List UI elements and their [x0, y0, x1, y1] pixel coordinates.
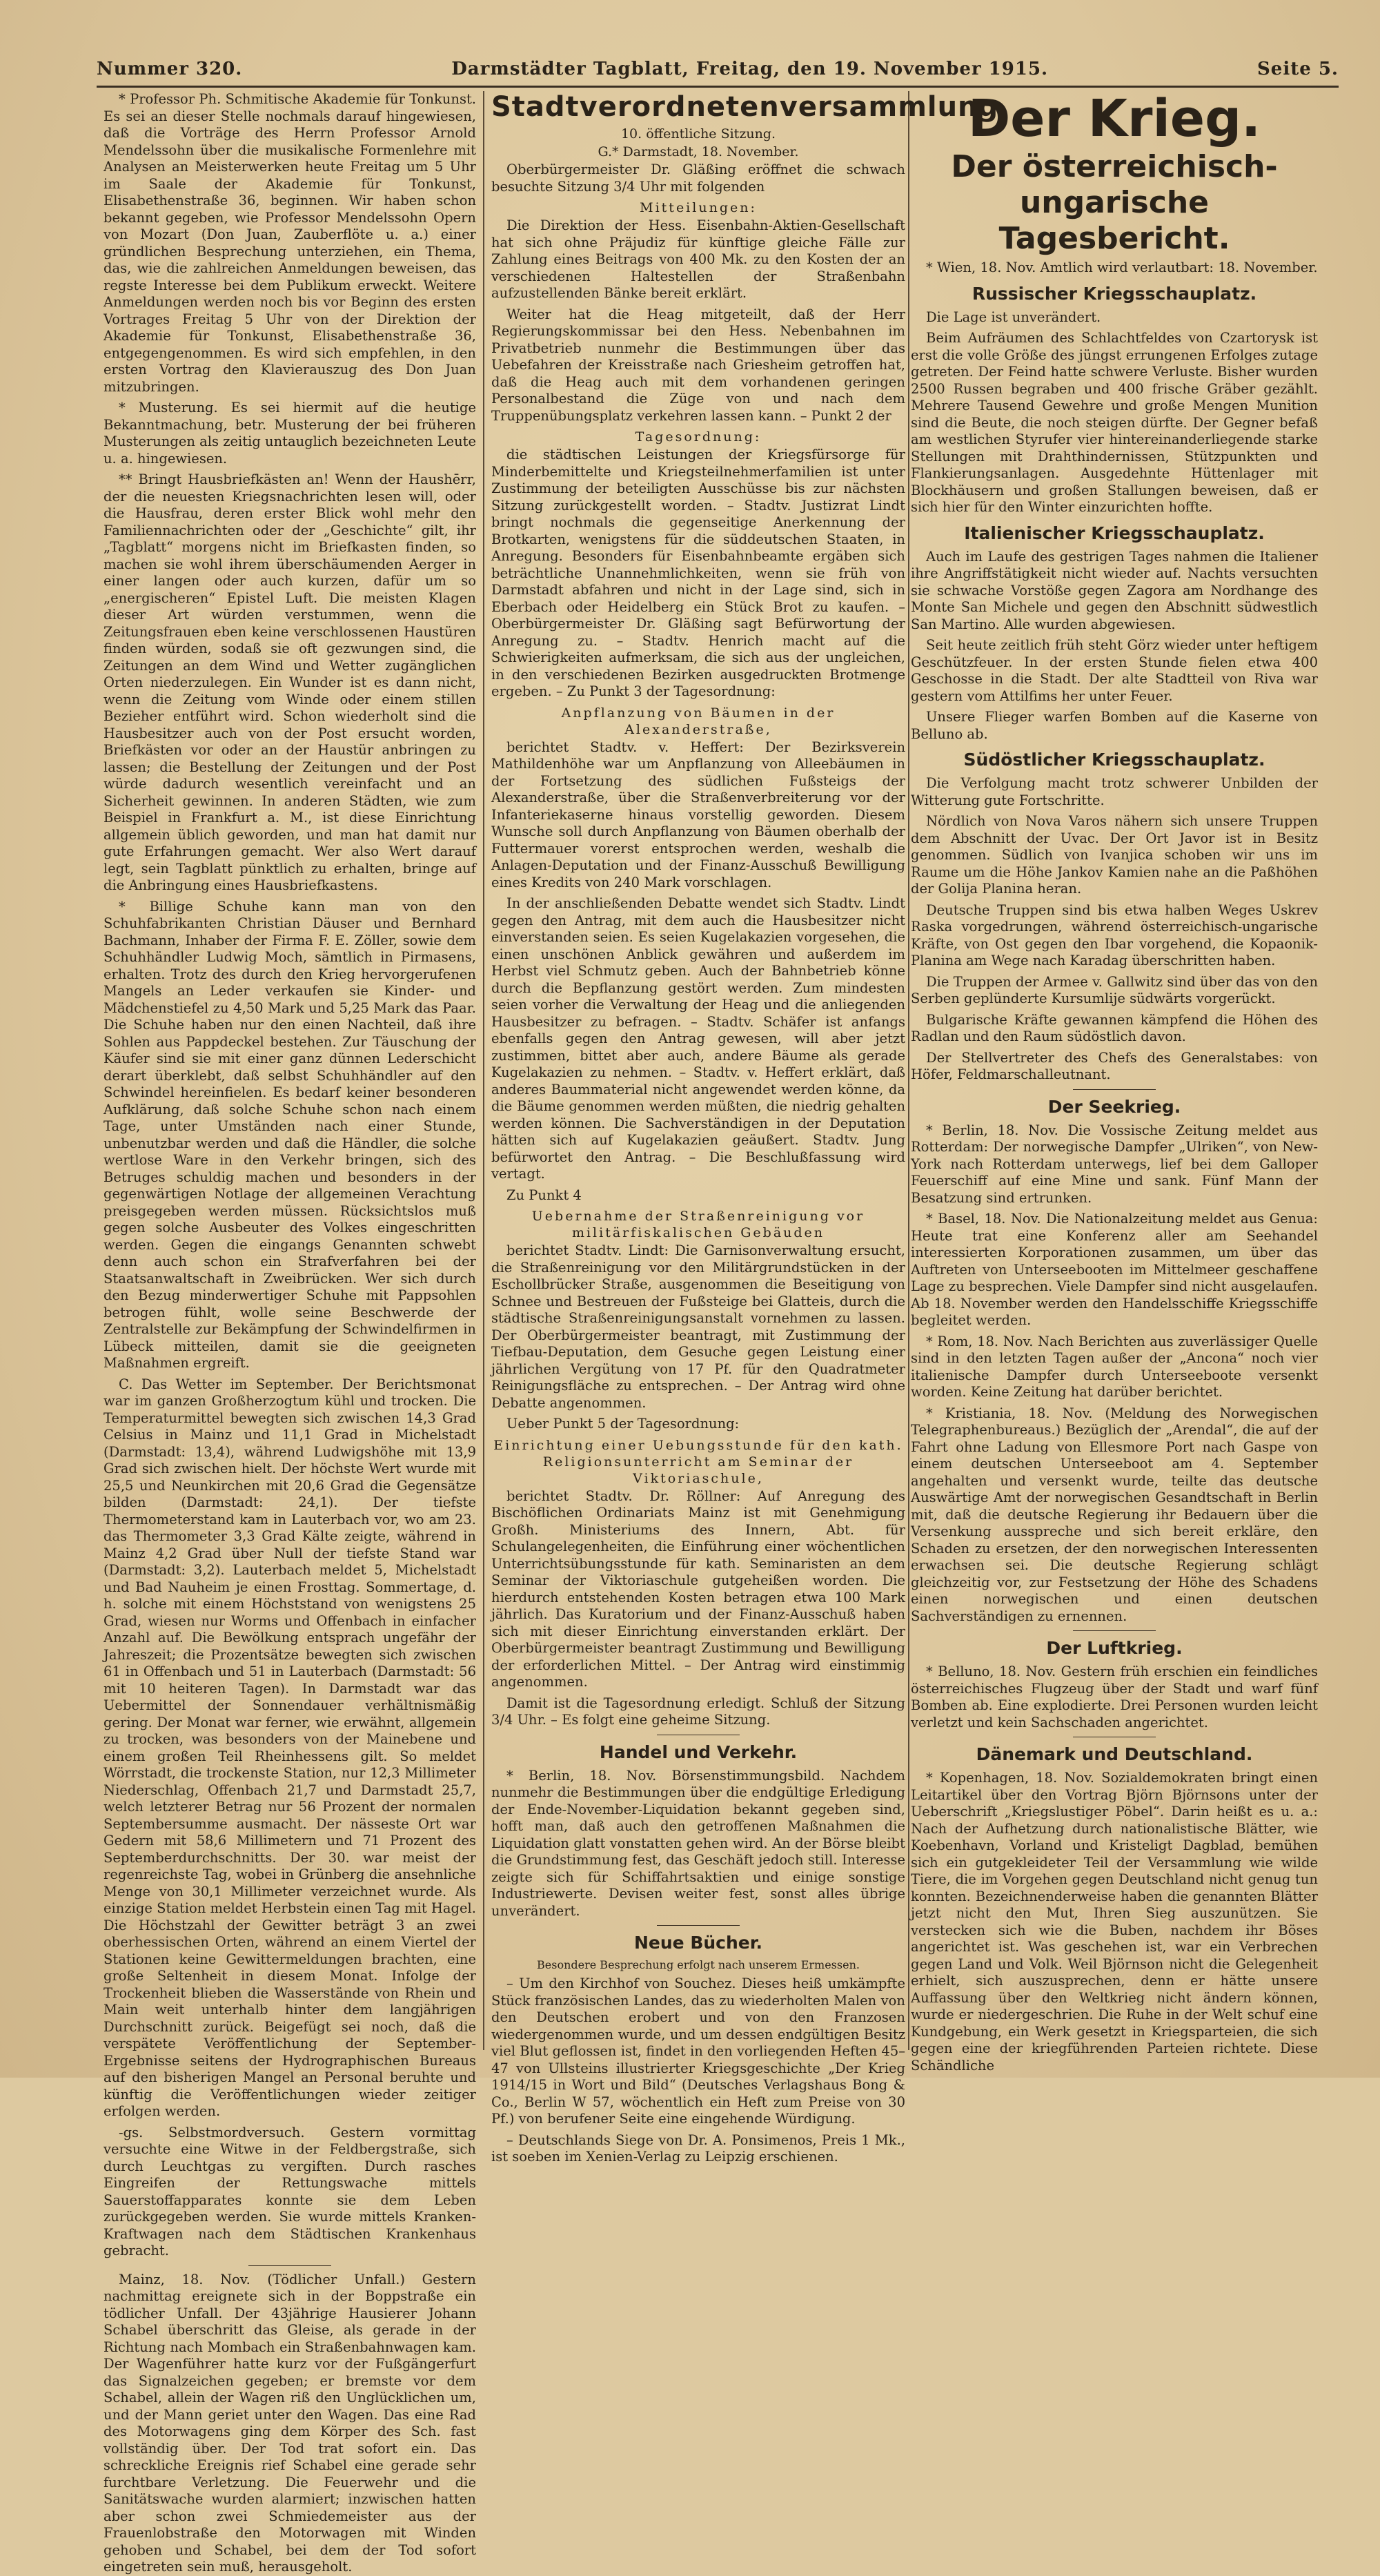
column-divider-1 — [483, 91, 484, 2050]
section-title-krieg: Der Krieg. — [967, 89, 1261, 148]
paragraph: Auch im Laufe des gestrigen Tages nahmen die Italiener ihre Angriffstätigkeit nicht wieder auf. Nachts versuchten sie schwache Vorstöße gegen Zagora am Nordhange des Monte San Michele und gegen den Abschnitt südwestlich San Martino. Alle wurden abgewiesen. — [911, 548, 1318, 632]
paragraph: berichtet Stadtv. v. Heffert: Der Bezirksverein Mathildenhöhe war um Anpflanzung von Alleebäumen in der Fortsetzung des südlichen Fußsteigs der Alexanderstraße, über die Straßenverbreiterung vor der Infanteriekaserne hinaus vorstellig geworden. Diesem Wunsche soll durch Anpflanzung von Bäumen oberhalb der Futtermauer vorerst entsprochen werden, weshalb die Anlagen-Deputation und der Finanz-Ausschuß Bewilligung eines Kredits von 240 Mark vorschlagen. — [491, 739, 905, 890]
paragraph: Oberbürgermeister Dr. Gläßing eröffnet die schwach besuchte Sitzung 3/4 Uhr mit folgenden — [491, 162, 905, 195]
subhead-mitteilungen: Mitteilungen: — [640, 200, 757, 215]
article-selbstmordversuch: -gs. Selbstmordversuch. Gestern vormittag versuchte eine Witwe in der Feldbergstraße, sich durch Leuchtgas zu vergiften. Durch rasches Eingreifen der Rettungswache mittels Sauerstoffapparates konnte sie dem Leben zurückgegeben werden. Sie wurde mittels Kranken-Kraftwagen nach dem Städtischen Krankenhaus gebracht. — [103, 2124, 476, 2258]
column-divider-2 — [908, 91, 909, 2050]
subhead-anpflanzung: Anpflanzung von Bäumen in der Alexanderstraße, — [561, 705, 836, 737]
paragraph: Seit heute zeitlich früh steht Görz wieder unter heftigem Geschützfeuer. In der ersten Stunde fielen etwa 400 Geschosse in die Stadt. Der alte Stadtteil von Riva war gestern vom Attilfims her unter Feuer. — [911, 637, 1318, 704]
subhead-seekrieg: Der Seekrieg. — [1047, 1096, 1181, 1117]
divider — [248, 2265, 331, 2266]
paragraph: Weiter hat die Heag mitgeteilt, daß der Herr Regierungskommissar bei den Hess. Nebenbahnen im Privatbetrieb nunmehr die Bestimmungen über das Uebefahren der Kreisstraße nach Griesheim getroffen hat, daß die Heag auch mit dem vorhandenen geringen Personalbestand die Züge von und nach dem Truppenübungsplatz verkehren lassen kann. – Punkt 2 der — [491, 306, 905, 424]
subhead-uebungsstunde: Einrichtung einer Uebungsstunde für den kath. Religionsunterricht am Seminar der Viktoriaschule, — [493, 1437, 903, 1486]
article-hausbriefkaesten: ** Bringt Hausbriefkästen an! Wenn der Haushērr, der die neuesten Kriegsnachrichten lesen will, oder die Hausfrau, deren erster Blick wohl mehr den Familiennachrichten oder der „Geschichte“ gilt, ihr „Tagblatt“ morgens nicht im Briefkasten finden, so machen sie wohl ihrem überschäumenden Aerger in einer langen oder auch kurzen, dafür um so „energischeren“ Epistel Luft. Die meisten Klagen dieser Art würden verstummen, wenn die Zeitungsfrauen eben keine verschlossenen Haustüren finden würden, sodaß sie oft gezwungen sind, die Zeitungen an dem Wind und Wetter zugänglichen Orten niederzulegen. Ein Wunder ist es dann nicht, wenn die Zeitung vom Winde oder einem stillen Bezieher entführt wird. Schon wiederholt sind die Hausbesitzer auch von der Post ersucht worden, Briefkästen vor oder an der Haustür anbringen zu lassen; die Bestellung der Zeitungen und der Post würde dadurch wesentlich vereinfacht und an Sicherheit gewinnen. In anderen Städten, wie zum Beispiel in Frankfurt a. M., ist diese Einrichtung allgemein üblich geworden, und man hat damit nur gute Erfahrungen gemacht. Wer also Wert darauf legt, sein Tagblatt pünktlich zu erhalten, bringe auf die Anbringung eines Hausbriefkastens. — [103, 471, 476, 893]
subhead-daenemark: Dänemark und Deutschland. — [976, 1744, 1253, 1764]
subhead-tagesordnung: Tagesordnung: — [635, 429, 762, 445]
dateline: G.* Darmstadt, 18. November. — [598, 144, 799, 159]
header-rule — [97, 86, 1339, 88]
page-header — [97, 55, 1339, 83]
article-musterung: * Musterung. Es sei hiermit auf die heutige Bekanntmachung, betr. Musterung der bei früheren Musterungen als zeitig untauglich bezeichneten Leute u. a. hingewiesen. — [103, 400, 476, 467]
paragraph: berichtet Stadtv. Lindt: Die Garnisonverwaltung ersucht, die Straßenreinigung vor den Militärgrundstücken in der Eschollbrücker Straße, ausgenommen die Beseitigung von Schnee und Bestreuen der Fußsteige bei Glatteis, durch die städtische Straßenreinigungsanstalt vornehmen zu lassen. Der Oberbürgermeister beantragt, mit Zustimmung der Tiefbau-Deputation, dem Gesuche gegen Leistung einer jährlichen Vergütung von 17 Pf. für den Quadratmeter Reinigungsfläche zu entsprechen. – Der Antrag wird ohne Debatte angenommen. — [491, 1242, 905, 1411]
section-title-buecher: Neue Bücher. — [633, 1933, 763, 1953]
subhead-russisch: Russischer Kriegsschauplatz. — [972, 283, 1257, 304]
buecher-note: Besondere Besprechung erfolgt nach unserem Ermessen. — [537, 1958, 860, 1971]
section-title-handel: Handel und Verkehr. — [599, 1741, 798, 1762]
column-middle — [491, 91, 1010, 2165]
divider — [1073, 1630, 1156, 1631]
paragraph: Die Verfolgung macht trotz schwerer Unbilden der Witterung gute Fortschritte. — [911, 775, 1318, 808]
page-number: Seite 5. — [1257, 59, 1339, 79]
paragraph: * Kristiania, 18. Nov. (Meldung des Norwegischen Telegraphenbureaus.) Bezüglich der „Arendal“, die auf der Fahrt ohne Ladung von Ellesmore Port nach Gaspe von einem deutschen Unterseeboot am 4. September angehalten und versenkt wurde, teilte das deutsche Auswärtige Amt der norwegischen Gesandtschaft in Berlin mit, daß die deutsche Regierung ihr Bedauern über die Versenkung ausspreche und sich bereit erkläre, den Schaden zu ersetzen, der den norwegischen Interessenten erwachsen sei. Die deutsche Regierung schlägt gleichzeitig vor, zur Festsetzung der Höhe des Schadens einen norwegischen und einen deutschen Sachverständigen zu ernennen. — [911, 1405, 1318, 1624]
session-number: 10. öffentliche Sitzung. — [620, 126, 776, 142]
paragraph: – Um den Kirchhof von Souchez. Dieses heiß umkämpfte Stück französischen Landes, das zu wiederholten Malen von den Deutschen erobert und von den Franzosen wiedergenommen wurde, und um dessen endgültigen Besitz viel Blut geflossen ist, findet in den vorliegenden Heften 45–47 von Ullsteins illustrierter Kriegsgeschichte „Der Krieg 1914/15 in Wort und Bild“ (Deutsches Verlagshaus Bong & Co., Berlin W 57, wöchentlich ein Heft zum Preise von 30 Pf.) von berufener Seite eine eingehende Würdigung. — [491, 1975, 905, 2127]
paragraph: * Basel, 18. Nov. Die Nationalzeitung meldet aus Genua: Heute trat eine Konferenz aller am Seehandel interessierten Korporationen zusammen, um über das Auftreten von Unterseebooten im Mittelmeer geschaffene Lage zu besprechen. Viele Dampfer sind nicht ausgelaufen. Ab 18. November werden den Handelsschiffe Kriegsschiffe begleitet werden. — [911, 1211, 1318, 1328]
subhead-suedoestlich: Südöstlicher Kriegsschauplatz. — [963, 750, 1265, 770]
paragraph: Die Direktion der Hess. Eisenbahn-Aktien-Gesellschaft hat sich ohne Präjudiz für künftige gleiche Fälle zur Zahlung eines Beitrags von 400 Mk. zu den Kosten der an verschiedenen Haltestellen der Straßenbahn aufzustellenden Bänke bereit erklärt. — [491, 217, 905, 301]
paragraph: Der Stellvertreter des Chefs des Generalstabes: von Höfer, Feldmarschalleutnant. — [911, 1049, 1318, 1082]
divider — [1073, 1089, 1156, 1090]
paragraph: In der anschließenden Debatte wendet sich Stadtv. Lindt gegen den Antrag, mit dem auch die Hausbesitzer nicht einverstanden seien. Es seien Kugelakazien vorgesehen, die einen unschönen Anblick gewähren und außerdem im Herbst viel Schmutz geben. Auch der Bahnbetrieb könne durch die Bepflanzung gestört werden. Zum mindesten seien vorher die Verwaltung der Heag und die anliegenden Hausbesitzer zu befragen. – Stadtv. Schäfer ist anfangs ebenfalls gegen den Antrag gewesen, will aber jetzt zustimmen, bittet aber auch, andere Bäume als gerade Kugelakazien zu nehmen. – Stadtv. v. Heffert erklärt, daß anderes Baummaterial nicht angewendet werden könne, da die Bäume genommen werden müßten, die niedrig gehalten werden können. Die Sachverständigen in der Deputation hätten sich auf Kugelakazien geäußert. Stadtv. Jung befürwortet den Antrag. – Die Beschlußfassung wird vertagt. — [491, 895, 905, 1182]
subhead-italienisch: Italienischer Kriegsschauplatz. — [964, 523, 1265, 543]
paragraph: * Rom, 18. Nov. Nach Berichten aus zuverlässiger Quelle sind in den letzten Tagen außer der „Ancona“ noch vier italienische Dampfer durch Unterseeboote versenkt worden. Keine Zeitung hat darüber berichtet. — [911, 1333, 1318, 1400]
issue-number: Nummer 320. — [97, 59, 243, 79]
paragraph: die städtischen Leistungen der Kriegsfürsorge für Minderbemittelte und Kriegsteilnehmerfamilien ist unter Zustimmung der beteiligten Ausschüsse bis zur nächsten Sitzung zurückgestellt worden. – Stadtv. Justizrat Lindt bringt nochmals die gegenseitige Anerkennung der Brotkarten, wenigstens für die süddeutschen Staaten, in Anregung. Besonders für Eisenbahnbeamte ergäben sich beträchtliche Unannehmlichkeiten, wenn sie früh von Darmstadt abfahren und nicht in der Lage sind, sich in Eberbach oder Heidelberg ein Stück Brot zu kaufen. – Oberbürgermeister Dr. Gläßing sagt Befürwortung der Anregung zu. – Stadtv. Henrich macht auf die Schwierigkeiten aufmerksam, die sich aus der ungleichen, in den verschiedenen Bezirken ausgedruckten Brotmenge ergeben. – Zu Punkt 3 der Tagesordnung: — [491, 447, 905, 699]
column-left — [103, 91, 476, 2575]
paragraph: Nördlich von Nova Varos nähern sich unsere Truppen dem Abschnitt der Uvac. Der Ort Javor ist in Besitz genommen. Südlich von Ivanjica schoben wir uns im Raume um die Höhe Jankov Kamien nahe an die Paßhöhen der Golija Planina heran. — [911, 813, 1318, 897]
section-title-stadtverordneten: Stadtverordnetenversammlung. — [491, 91, 1010, 123]
subhead-luftkrieg: Der Luftkrieg. — [1046, 1638, 1183, 1658]
paragraph: Zu Punkt 4 — [506, 1187, 582, 1203]
column-right — [911, 89, 1318, 2074]
paragraph: – Deutschlands Siege von Dr. A. Ponsimenos, Preis 1 Mk., ist soeben im Xenien-Verlag zu Leipzig erschienen. — [491, 2131, 905, 2165]
paragraph: Beim Aufräumen des Schlachtfeldes von Czartorysk ist erst die volle Größe des jüngst errungenen Erfolges zutage getreten. Der Feind hatte schwere Verluste. Bisher wurden 2500 Russen begraben und 400 frische Gräber gezählt. Mehrere Tausend Gewehre und große Mengen Munition sind die Beute, die noch steigen dürfte. Der Gegner befaß am westlichen Styrufer vier hintereinanderliegende starke Stellungen mit Drahthindernissen, Stützpunkten und Flankierungsanlagen. Ausgedehnte Hüttenlager mit Blockhäusern und großen Stallungen beweisen, daß er sich hier für den Winter einzurichten hoffte. — [911, 330, 1318, 515]
paragraph: * Wien, 18. Nov. Amtlich wird verlautbart: 18. November. — [926, 260, 1318, 275]
article-akademie: * Professor Ph. Schmitische Akademie für Tonkunst. Es sei an dieser Stelle nochmals darauf hingewiesen, daß die Vorträge des Herrn Professor Arnold Mendelssohn über die musikalische Formenlehre mit Analysen an Meisterwerken heute Freitag um 5 Uhr im Saale der Akademie für Tonkunst, Elisabethenstraße 36, beginnen. Wir haben schon bekannt gegeben, wie Professor Mendelssohn Opern von Mozart (Don Juan, Zauberflöte u. a.) einer gründlichen Besprechung unterziehen, ein Thema, das, wie die zahlreichen Anmeldungen beweisen, das regste Interesse bei dem Publikum erweckt. Weitere Anmeldungen werden noch bis vor Beginn des ersten Vortrages Freitag 5 Uhr von der Direktion der Akademie für Tonkunst, Elisabethenstraße 36, entgegengenommen. Es wird sich empfehlen, in den ersten Vortrag den Klavierauszug des Don Juan mitzubringen. — [103, 91, 476, 395]
paragraph: * Berlin, 18. Nov. Börsenstimmungsbild. Nachdem nunmehr die Bestimmungen über die endgültige Erledigung der Ende-November-Liquidation bekannt gegeben sind, hofft man, daß auch den getroffenen Maßnahmen die Liquidation glatt vonstatten gehen wird. An der Börse bleibt die Grundstimmung fest, das Geschäft jedoch still. Interesse zeigte sich für Schiffahrtsaktien und einige sonstige Industriewerte. Devisen weiter fest, sonst alles übrige unverändert. — [491, 1767, 905, 1919]
paragraph: Damit ist die Tagesordnung erledigt. Schluß der Sitzung 3/4 Uhr. – Es folgt eine geheime Sitzung. — [491, 1695, 905, 1728]
masthead-date: Darmstädter Tagblatt, Freitag, den 19. November 1915. — [451, 59, 1049, 79]
paragraph: Ueber Punkt 5 der Tagesordnung: — [506, 1416, 740, 1432]
subhead-strassenreinigung: Uebernahme der Straßenreinigung vor militärfiskalischen Gebäuden — [531, 1209, 865, 1240]
article-wetter-september: C. Das Wetter im September. Der Berichtsmonat war im ganzen Großherzogtum kühl und trocken. Die Temperaturmittel bewegten sich zwischen 14,3 Grad Celsius in Mainz und 11,1 Grad in Michelstadt (Darmstadt: 13,4), während Ludwigshöhe mit 13,9 Grad sich zwischen hielt. Der höchste Wert wurde mit 25,5 und Neunkirchen mit 20,6 Grad die Gegensätze bilden (Darmstadt: 24,1). Der tiefste Thermometerstand kam in Lauterbach vor, wo am 23. das Thermometer 3,3 Grad Kälte zeigte, während in Mainz 4,2 Grad über Null der tiefste Stand war (Darmstadt: 3,2). Lauterbach meldet 5, Michelstadt und Bad Nauheim je einen Frosttag. Sommertage, d. h. solche mit einem Höchststand von wenigstens 25 Grad, wiesen nur Worms und Offenbach in einfacher Anzahl auf. Die Bewölkung entsprach ungefähr der Jahreszeit; die Prozentsätze bewegten sich zwischen 61 in Offenbach und 51 in Lauterbach (Darmstadt: 56 mit 10 heiteren Tagen). In Darmstadt war das Uebermittel der Sonnendauer verhältnismäßig gering. Der Monat war ferner, wie erwähnt, allgemein zu trocken, was besonders von der Mainebene und einem großen Teil Rheinhessens gilt. So meldet Wörrstadt, die trockenste Station, nur 12,3 Millimeter Niederschlag, Offenbach 21,7 und Darmstadt 25,7, welch letzterer Betrag nur 56 Prozent der normalen Septembersumme ausmacht. Der nässeste Ort war Gedern mit 58,6 Millimetern und 71 Prozent des Septemberdurchschnitts. Der 30. war meist der regenreichste Tag, wobei in Grünberg die ansehnliche Menge von 30,1 Millimeter verzeichnet wurde. Als einzige Station meldet Herbstein einen Tag mit Hagel. Die Höchstzahl der Gewitter beträgt 3 an zwei oberhessischen Orten, während an einem Viertel der Stationen keine Gewittermeldungen brachten, eine große Seltenheit in diesem Monat. Infolge der Trockenheit blieben die Wasserstände von Rhein und Main weit unterhalb hinter dem langjährigen Durchschnitt zurück. Beigefügt sei noch, daß die verspätete Veröffentlichung der September-Ergebnisse seitens der Hydrographischen Bureaus auf den bisherigen Mangel an Personal beruhte und künftig die Veröffentlichungen wieder zeitiger erfolgen werden. — [103, 1376, 476, 2119]
paragraph: * Belluno, 18. Nov. Gestern früh erschien ein feindliches österreichisches Flugzeug über der Stadt und warf fünf Bomben ab. Eine explodierte. Drei Personen wurden leicht verletzt und kein Sachschaden angerichtet. — [911, 1663, 1318, 1730]
article-billige-schuhe: * Billige Schuhe kann man von den Schuhfabrikanten Christian Däuser und Bernhard Bachmann, Inhaber der Firma F. E. Zöller, sowie dem Schuhhändler Ludwig Moch, sämtlich in Pirmasens, erhalten. Trotz des durch den Krieg hervorgerufenen Mangels an Leder verkaufen sie Kinder- und Mädchenstiefel zu 4,50 Mark und 5,25 Mark das Paar. Die Schuhe haben nur den einen Nachteil, daß ihre Sohlen aus Pappdeckel bestehen. Zur Täuschung der Käufer sind sie mit einer ganz dünnen Lederschicht derart überklebt, daß selbst Schuhhändler auf den Schwindel hereinfielen. Es bedarf keiner besonderen Aufklärung, daß solche Schuhe schon nach einem Tage, unter Umständen nach einer Stunde, unbenutzbar werden und daß die Händler, die solche wertlose Ware in den Verkehr bringen, sich des Betruges schuldig machen und besonders in der gegenwärtigen Notlage der allgemeinen Verachtung preisgegeben werden müssen. Rücksichtslos muß gegen solche Ausbeuter des Volkes eingeschritten werden. Gegen die eingangs Genannten schwebt denn auch schon ein Strafverfahren bei der Staatsanwaltschaft in Zweibrücken. Wer sich durch den Bezug minderwertiger Schuhe mit Pappsohlen betrogen fühlt, wolle seine Beschwerde der Zentralstelle zur Bekämpfung der Schwindelfirmen in Lübeck mitteilen, damit sie die geeigneten Maßnahmen ergreift. — [103, 898, 476, 1371]
subtitle-tagesbericht: Der österreichisch-ungarische Tagesbericht. — [951, 149, 1278, 256]
paragraph: Die Truppen der Armee v. Gallwitz sind über das von den Serben geplünderte Kursumlije südwärts vorgerückt. — [911, 973, 1318, 1006]
article-mainz-unfall: Mainz, 18. Nov. (Tödlicher Unfall.) Gestern nachmittag ereignete sich in der Boppstraße ein tödlicher Unfall. Der 43jährige Hausierer Johann Schabel überschritt das Gleise, als gerade in der Richtung nach Mombach ein Straßenbahnwagen kam. Der Wagenführer hatte kurz vor der Fußgängerfurt das Signalzeichen gegeben; er bremste vor dem Schabel, allein der Wagen riß den Unglücklichen um, und der Mann geriet unter den Wagen. Das eine Rad des Motorwagens ging dem Körper des Sch. fast vollständig über. Der Tod trat sofort ein. Das schreckliche Ereignis rief Schabel eine gerade sehr furchtbare Verletzung. Die Feuerwehr und die Sanitätswache wurden alarmiert; inzwischen hatten aber schon zwei Schmiedemeister aus der Frauenlobstraße den Motorwagen mit Winden gehoben und Schabel, bei dem der Tod sofort eingetreten sein muß, herausgeholt. — [103, 2271, 476, 2575]
paragraph: Die Lage ist unverändert. — [926, 309, 1101, 325]
paragraph: berichtet Stadtv. Dr. Röllner: Auf Anregung des Bischöflichen Ordinariats Mainz ist mit Genehmigung Großh. Ministeriums des Innern, Abt. für Schulangelegenheiten, die Einführung einer wöchentlichen Unterrichtsübungsstunde für kath. Seminaristen an dem Seminar der Viktoriaschule gutgeheißen worden. Die hierdurch entstehenden Kosten betragen etwa 100 Mark jährlich. Das Kuratorium und der Finanz-Ausschuß haben sich mit dieser Einrichtung einverstanden erklärt. Der Oberbürgermeister beantragt Zustimmung und Bewilligung der erforderlichen Mittel. – Der Antrag wird einstimmig angenommen. — [491, 1487, 905, 1690]
paragraph: * Kopenhagen, 18. Nov. Sozialdemokraten bringt einen Leitartikel über den Vortrag Björn Björnsons unter der Ueberschrift „Kriegslustiger Pöbel“. Darin heißt es u. a.: Nach der Aufhetzung durch nationalistische Blätter, wie Koebenhavn, Vorland und Kristeligt Dagblad, bemühen sich ein gutgekleideter Teil der Versammlung wie wilde Tiere, die im Vorgehen gegen Deutschland nicht genug tun konnten. Bezeichnenderweise haben die genannten Blätter jetzt nicht den Mut, Ihren Sieg auszunützen. Sie verstecken sich wie die Buben, nachdem ihr Böses angerichtet ist. Was geschehen ist, war ein Verbrechen gegen Land und Volk. Weil Björnson nicht die Gelegenheit erhielt, sich auszusprechen, denn er hätte unsere Auffassung über den Weltkrieg nicht ändern können, wurde er niedergeschrien. Die Ruhe in der Welt schuf eine Kundgebung, ein Werk gesetzt in Kriegsparteien, die sich gegen eine der kriegführenden Parteien richtete. Diese Schändliche — [911, 1770, 1318, 2074]
paragraph: * Berlin, 18. Nov. Die Vossische Zeitung meldet aus Rotterdam: Der norwegische Dampfer „Ulriken“, von New-York nach Rotterdam unterwegs, lief bei dem Galloper Feuerschiff auf eine Mine und sank. Fünf Mann der Besatzung sind ertrunken. — [911, 1122, 1318, 1206]
paragraph: Bulgarische Kräfte gewannen kämpfend die Höhen des Radlan und den Raum südöstlich davon. — [911, 1011, 1318, 1044]
divider — [657, 1925, 740, 1926]
paragraph: Deutsche Truppen sind bis etwa halben Weges Uskrev Raska vorgedrungen, während österreichisch-ungarische Kräfte, von Ost gegen den Ibar vorgehend, die Kopaonik-Planina am Wege nach Karadag überschritten haben. — [911, 901, 1318, 968]
paragraph: Unsere Flieger warfen Bomben auf die Kaserne von Belluno ab. — [911, 709, 1318, 742]
